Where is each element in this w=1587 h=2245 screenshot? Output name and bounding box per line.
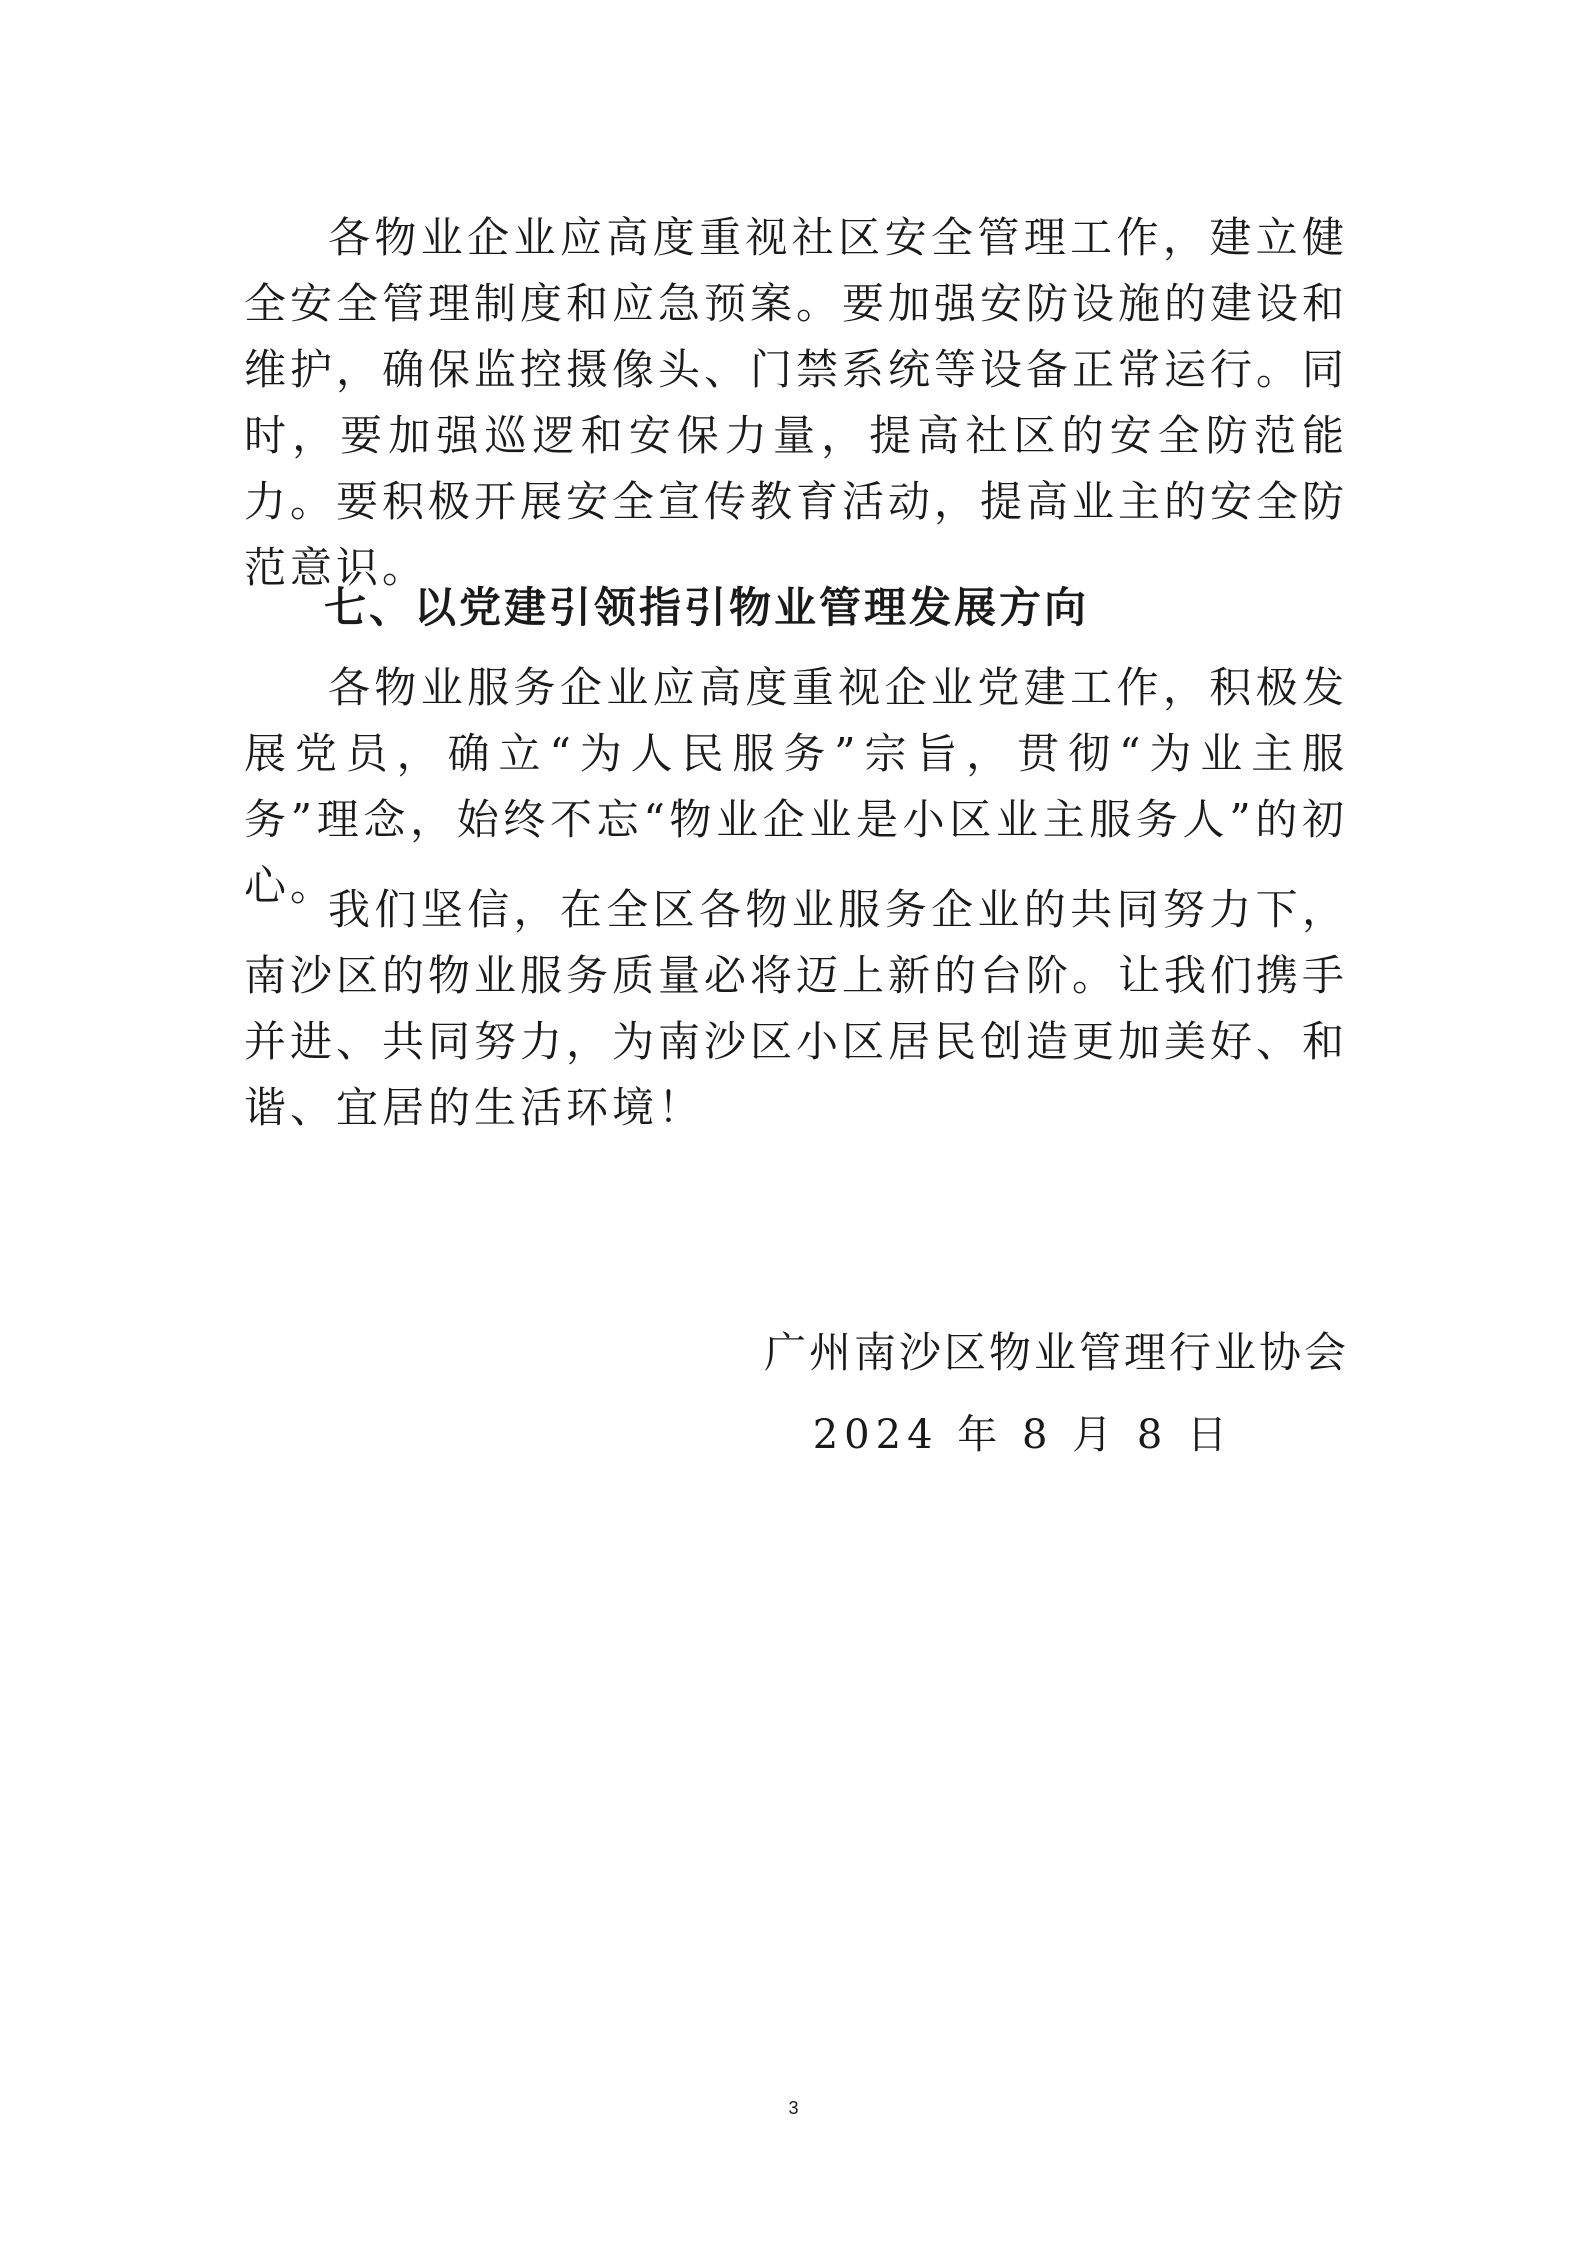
paragraph-safety-management: [244, 205, 1348, 601]
signature-date: 2024 年 8 月 8 日: [812, 1412, 1233, 1458]
signature-organization: 广州南沙区物业管理行业协会: [763, 1328, 1349, 1377]
section-heading: 七、以党建引领指引物业管理发展方向: [324, 583, 1090, 632]
paragraph-text: 各物业企业应高度重视社区安全管理工作，建立健全安全管理制度和应急预案。要加强安防设施的建设和维护，确保监控摄像头、门禁系统等设备正常运行。同时，要加强巡逻和安保力量，提高社区的安全防范能力。要积极开展安全宣传教育活动，提高业主的安全防范意识。: [244, 213, 1349, 592]
paragraph-text: 我们坚信，在全区各物业服务企业的共同努力下，南沙区的物业服务质量必将迈上新的台阶。让我们携手并进、共同努力，为南沙区小区居民创造更加美好、和谐、宜居的生活环境！: [244, 885, 1349, 1132]
page-number: 3: [788, 2098, 799, 2118]
paragraph-text: 各物业服务企业应高度重视企业党建工作，积极发展党员，确立“为人民服务”宗旨，贯彻“为业主服务”理念，始终不忘“物业企业是小区业主服务人”的初心。: [244, 663, 1348, 910]
paragraph-conclusion: [244, 877, 1348, 1141]
